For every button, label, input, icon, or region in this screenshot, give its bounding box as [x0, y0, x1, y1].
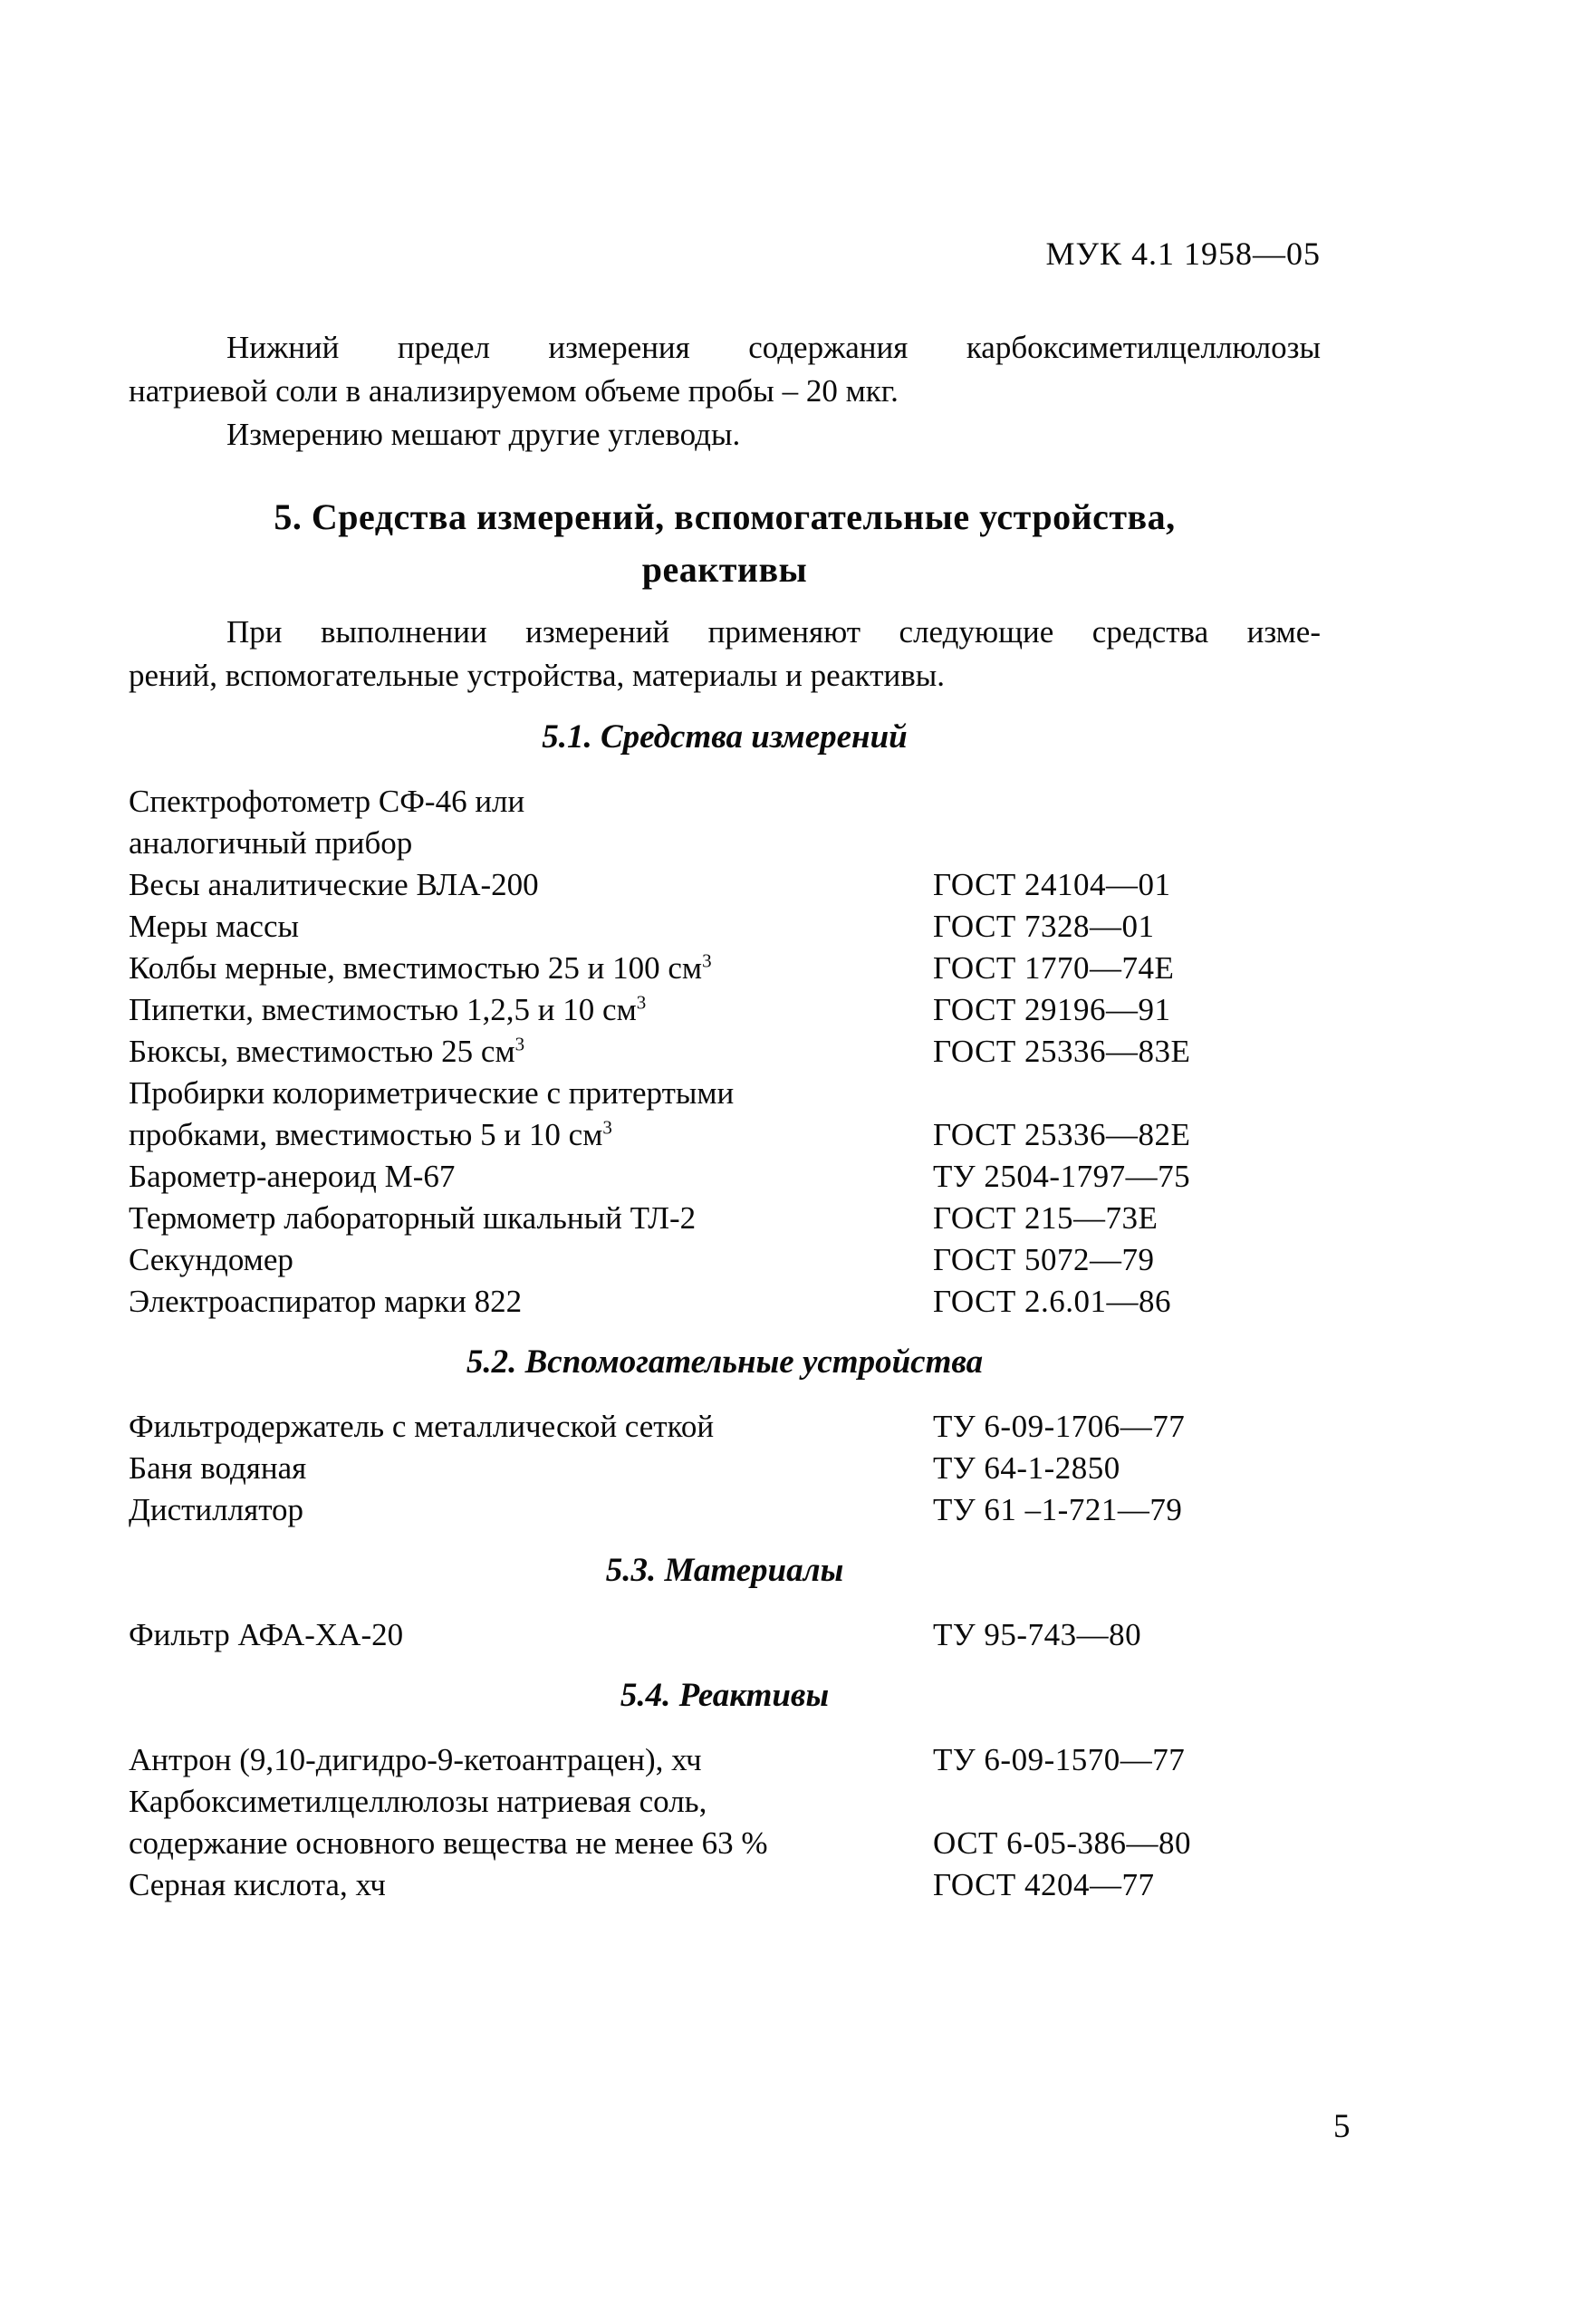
item-name [129, 906, 933, 948]
table-row [129, 1156, 1321, 1198]
table-row [129, 1406, 1321, 1448]
item-standard: ГОСТ 24104—01 [933, 867, 1171, 902]
item-name [129, 1156, 933, 1198]
item-name [129, 781, 933, 864]
intro-paragraph-lower-limit-line: Нижний предел измерения содержания карбоксиметилцеллюлозы [226, 330, 1321, 365]
item-name-line: Спектрофотометр СФ-46 или [129, 784, 525, 819]
item-name [129, 1406, 933, 1448]
table-row [129, 1073, 1321, 1156]
table-row [129, 948, 1321, 989]
page-number: 5 [1333, 2108, 1351, 2145]
table-row [129, 1448, 1321, 1489]
item-standard: ГОСТ 7328—01 [933, 909, 1155, 944]
intro-paragraph-interference-line: Измерению мешают другие углеводы. [226, 417, 741, 452]
item-name-line: пробками, вместимостью 5 и 10 $см^3$ [129, 1116, 612, 1152]
table-row [129, 1281, 1321, 1323]
item-name-line: Пробирки колориметрические с притертыми [129, 1075, 735, 1111]
item-name-line: аналогичный прибор [129, 825, 413, 861]
item-name [129, 1281, 933, 1323]
item-standard: ОСТ 6-05-386—80 [933, 1825, 1191, 1861]
subsection-title: 5.4. Реактивы [620, 1677, 830, 1714]
item-name [129, 1198, 933, 1239]
page-content [129, 0, 1321, 1906]
item-name [129, 948, 933, 989]
table-row [129, 989, 1321, 1031]
item-standard: ГОСТ 215—73Е [933, 1200, 1159, 1236]
item-name-line: Карбоксиметилцеллюлозы натриевая соль, [129, 1784, 707, 1819]
table-row [129, 1864, 1321, 1906]
table-row [129, 1239, 1321, 1281]
item-standard: ГОСТ 2.6.01—86 [933, 1284, 1172, 1319]
subsection [129, 1551, 1321, 1656]
document-code: МУК 4.1 1958—05 [1045, 236, 1321, 272]
item-name-line: Антрон (9,10-дигидро-9-кетоантрацен), хч [129, 1742, 702, 1777]
table-row [129, 1198, 1321, 1239]
equipment-sections [129, 717, 1321, 1906]
item-name [129, 1781, 933, 1864]
item-name-line: Термометр лабораторный шкальный ТЛ-2 [129, 1200, 697, 1236]
subsection-title: 5.3. Материалы [605, 1552, 844, 1589]
intro-paragraph-lower-limit-line: натриевой соли в анализируемом объеме пробы – 20 мкг. [129, 373, 899, 409]
item-standard: ГОСТ 25336—82Е [933, 1117, 1191, 1152]
item-standard: ГОСТ 29196—91 [933, 992, 1171, 1027]
item-name-line: Колбы мерные, вместимостью 25 и 100 $см^3$ [129, 949, 712, 986]
item-name-line: Барометр-анероид М-67 [129, 1159, 456, 1194]
section-5-title-line: 5. Средства измерений, вспомогательные устройства, [274, 496, 1176, 537]
item-standard: ТУ 6-09-1706—77 [933, 1409, 1186, 1444]
superscript-3: 3 [602, 1116, 612, 1139]
item-name-line: Фильтродержатель с металлической сеткой [129, 1409, 715, 1444]
table-row [129, 864, 1321, 906]
superscript-3: 3 [514, 1033, 525, 1055]
item-name-line: Бюксы, вместимостью 25 $см^3$ [129, 1033, 525, 1069]
item-name [129, 1031, 933, 1073]
item-name-line: Весы аналитические ВЛА-200 [129, 867, 539, 902]
intro-paragraph-interference [129, 413, 1321, 457]
item-name [129, 1448, 933, 1489]
subsection-title: 5.2. Вспомогательные устройства [466, 1343, 984, 1381]
item-standard: ТУ 2504-1797—75 [933, 1159, 1191, 1194]
item-name-line: Серная кислота, хч [129, 1867, 386, 1902]
item-name [129, 1489, 933, 1531]
section-5-intro-paragraph [129, 611, 1321, 698]
item-name-line: Баня водяная [129, 1450, 307, 1486]
section-5-title-line: реактивы [641, 549, 808, 590]
item-name-line: Секундомер [129, 1242, 293, 1277]
superscript-3: 3 [702, 949, 712, 972]
item-standard: ТУ 95-743—80 [933, 1617, 1142, 1652]
item-standard: ТУ 64-1-2850 [933, 1450, 1120, 1486]
superscript-3: 3 [636, 991, 647, 1014]
item-name-line: Пипетки, вместимостью 1,2,5 и 10 $см^3$ [129, 991, 647, 1027]
table-row [129, 781, 1321, 864]
item-name-line: Фильтр АФА-ХА-20 [129, 1617, 404, 1652]
item-name-line: Электроаспиратор марки 822 [129, 1284, 523, 1319]
table-row [129, 1031, 1321, 1073]
subsection-title: 5.1. Средства измерений [542, 718, 908, 756]
item-standard: ГОСТ 1770—74Е [933, 950, 1175, 986]
item-standard: ТУ 6-09-1570—77 [933, 1742, 1186, 1777]
section-5-title [129, 491, 1321, 596]
item-name [129, 1614, 933, 1656]
table-row [129, 1614, 1321, 1656]
section-5-intro-paragraph-line: При выполнении измерений применяют следующие средства изме- [226, 614, 1321, 650]
item-standard: ГОСТ 4204—77 [933, 1867, 1155, 1902]
item-name-line: Меры массы [129, 909, 299, 944]
item-name [129, 1239, 933, 1281]
intro-paragraph-lower-limit [129, 326, 1321, 413]
item-name-line: Дистиллятор [129, 1492, 304, 1527]
item-standard: ГОСТ 25336—83Е [933, 1034, 1191, 1069]
section-5-intro-paragraph-line: рений, вспомогательные устройства, материалы и реактивы. [129, 658, 945, 693]
item-name [129, 864, 933, 906]
table-row [129, 906, 1321, 948]
table-row [129, 1781, 1321, 1864]
item-name [129, 1073, 933, 1156]
subsection [129, 717, 1321, 1323]
item-name [129, 1739, 933, 1781]
item-name-line: содержание основного вещества не менее 63 % [129, 1825, 768, 1861]
table-row [129, 1739, 1321, 1781]
item-standard: ТУ 61 –1-721—79 [933, 1492, 1183, 1527]
item-standard: ГОСТ 5072—79 [933, 1242, 1155, 1277]
subsection [129, 1676, 1321, 1906]
table-row [129, 1489, 1321, 1531]
subsection [129, 1343, 1321, 1531]
item-name [129, 989, 933, 1031]
item-name [129, 1864, 933, 1906]
